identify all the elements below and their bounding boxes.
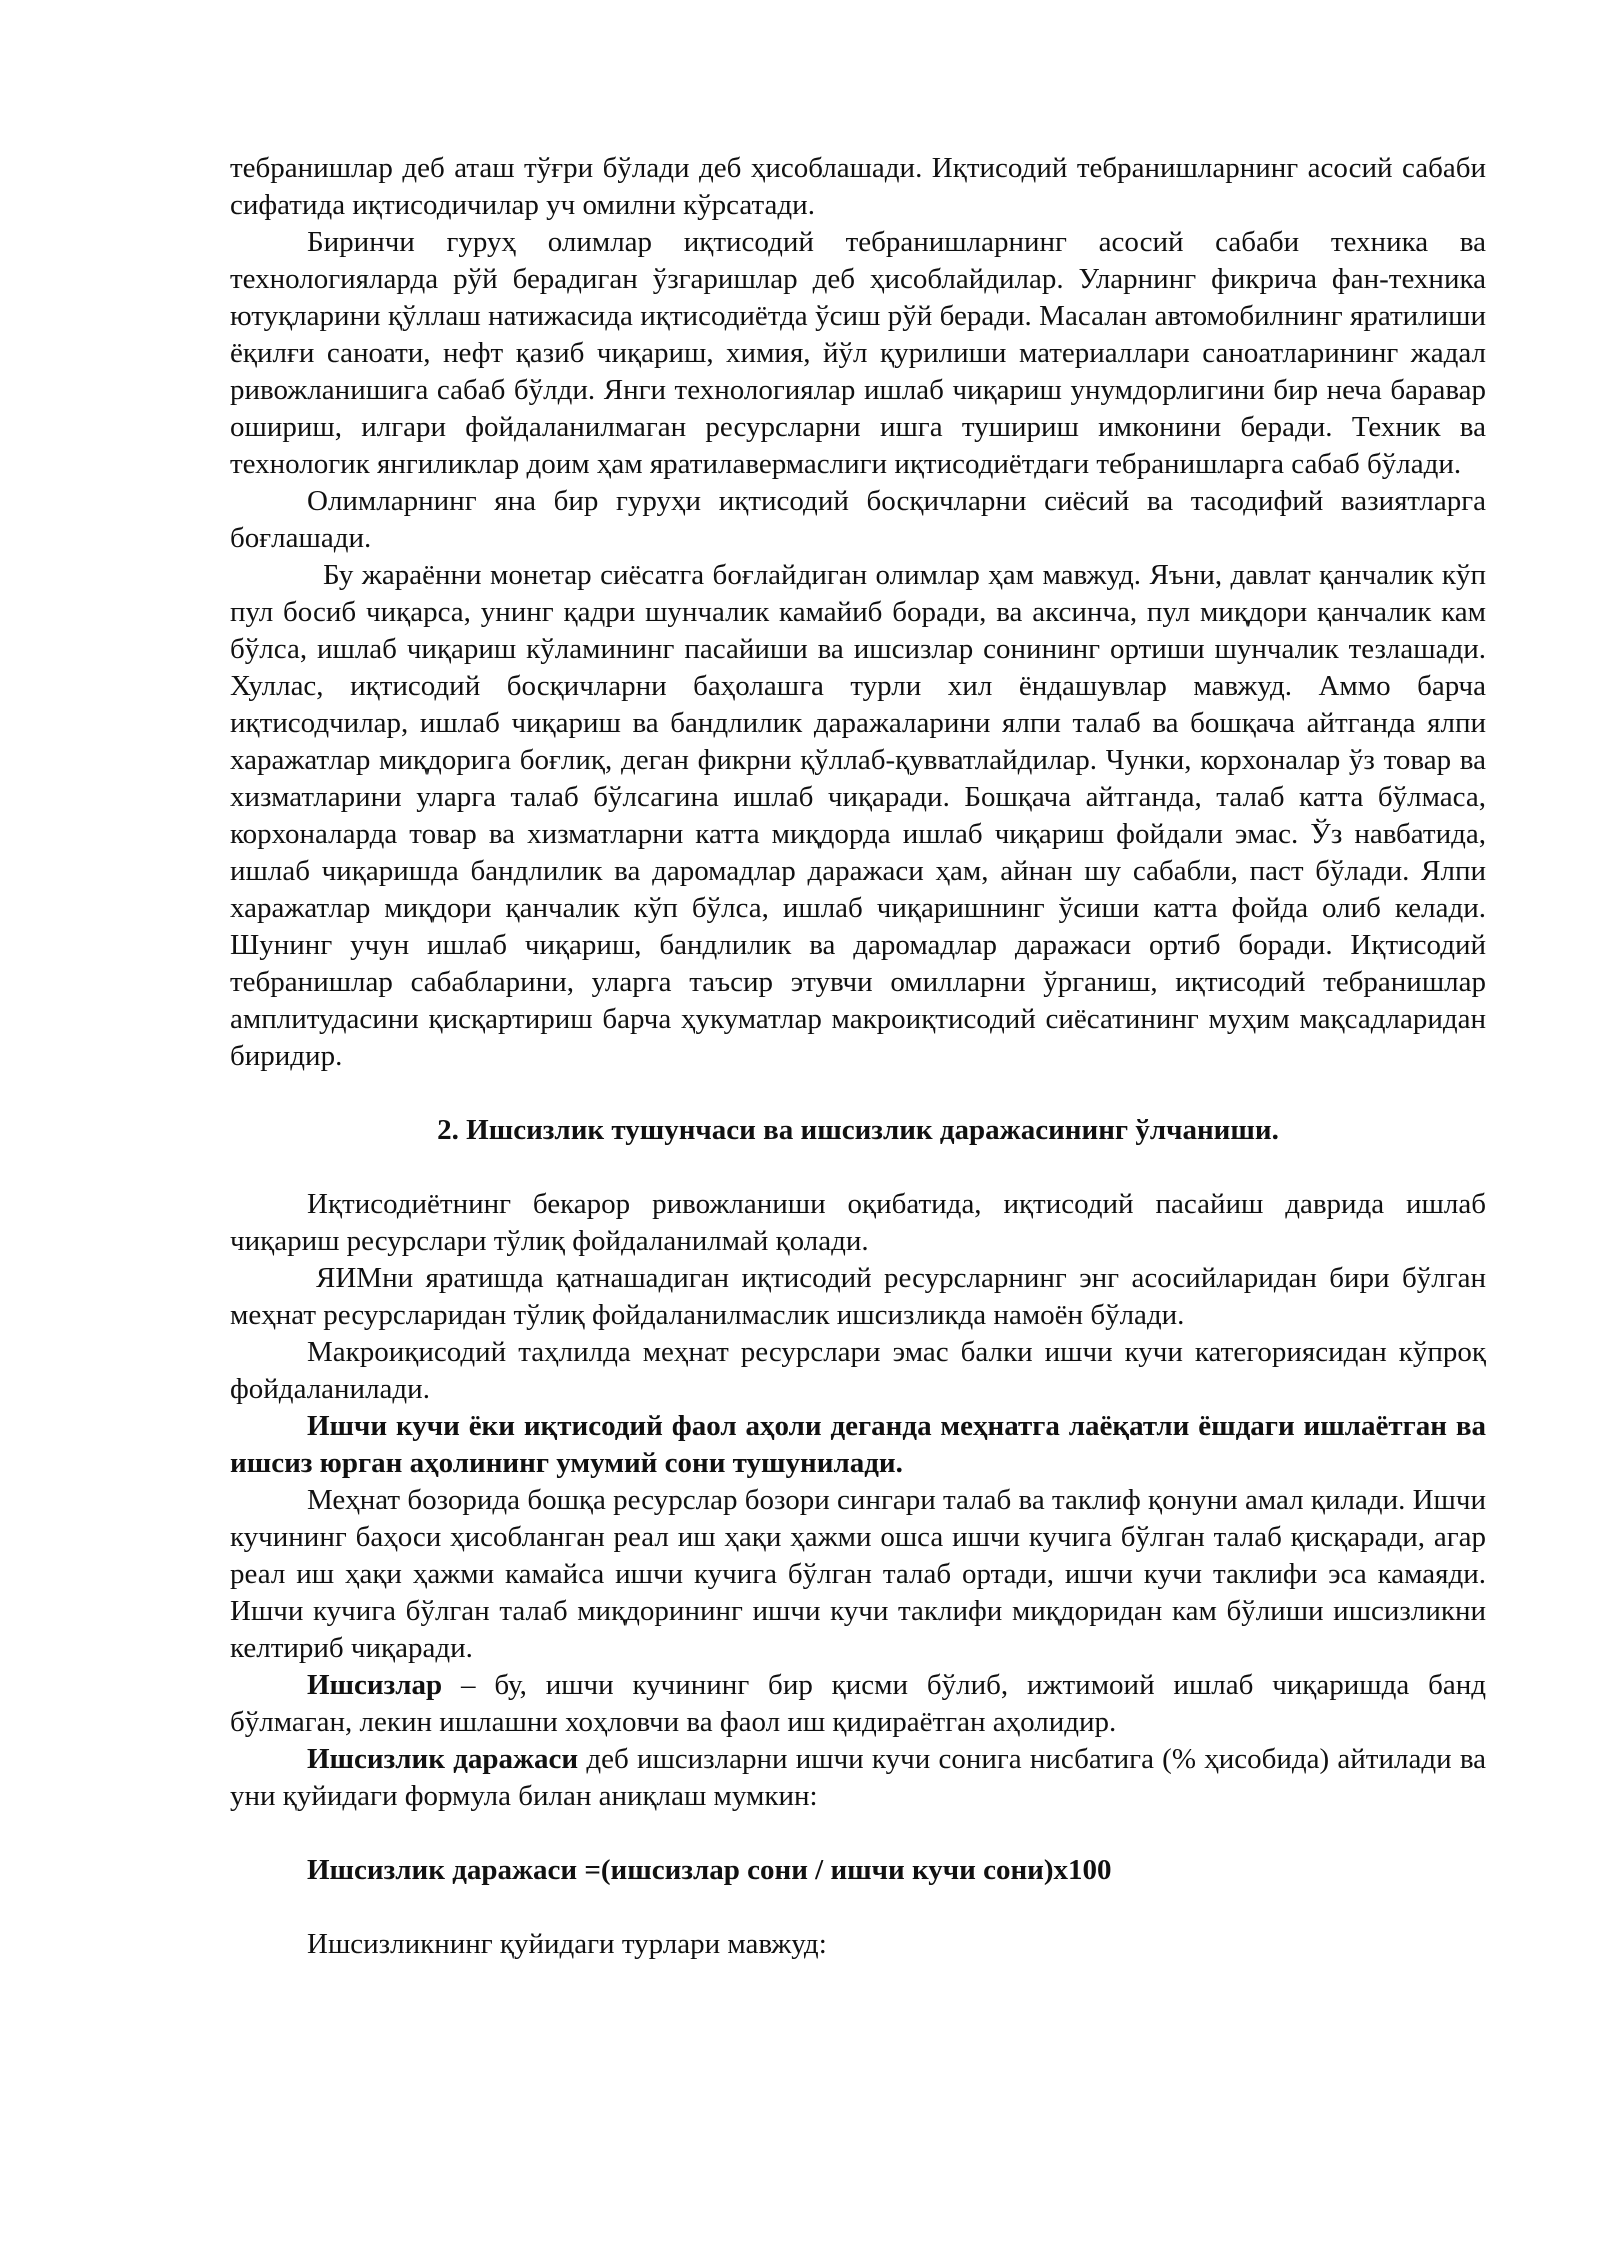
paragraph-12: Ишсизликнинг қуйидаги турлари мавжуд: — [307, 1928, 827, 1960]
paragraph-4: Бу жараённи монетар сиёсатга боғлайдиган олимлар ҳам мавжуд. Яъни, давлат қанчалик кўп пул босиб чиқарса, унинг қадри шунчалик камайиб боради, ва аксинча, пул миқдори қанчалик кам бўлса, ишлаб чиқариш кўламининг пасайиши ва ишсизлар сонининг ортиши шунчалик тезлашади. Хуллас, иқтисодий босқичларни баҳолашга турли хил ёндашувлар мавжуд. Аммо барча иқтисодчилар, ишлаб чиқариш ва бандлилик даражаларини ялпи талаб ва бошқача айтганда ялпи харажатлар миқдорига боғлиқ, деган фикрни қўллаб-қувватлайдилар. Чунки, корхоналар ўз товар ва хизматларини уларга талаб бўлсагина ишлаб чиқаради. Бошқача айтганда, талаб катта бўлмаса, корхоналарда товар ва хизматларни катта миқдорда ишлаб чиқариш фойдали эмас. Ўз навбатида, ишлаб чиқаришда бандлилик ва даромадлар даражаси ҳам, айнан шу сабабли, паст бўлади. Ялпи харажатлар миқдори қанчалик кўп бўлса, ишлаб чиқаришнинг ўсиши катта фойда олиб келади. Шунинг учун ишлаб чиқариш, бандлилик ва даромадлар даражаси ортиб боради. Иқтисодий тебранишлар сабабларини, уларга таъсир этувчи омилларни ўрганиш, иқтисодий тебранишлар амплитудасини қисқартириш барча ҳукуматлар макроиқтисодий сиёсатининг муҳим мақсадларидан биридир. — [230, 559, 1486, 1072]
labor-force-definition: Ишчи кучи ёки иқтисодий фаол аҳоли деганда меҳнатга лаёқатли ёшдаги ишлаётган ва ишсиз юрган аҳолининг умумий сони тушунилади. — [230, 1410, 1486, 1479]
paragraph-2: Биринчи гуруҳ олимлар иқтисодий тебранишларнинг асосий сабаби техника ва технологияларда рўй берадиган ўзгаришлар деб ҳисоблайдилар. Уларнинг фикрича фан-техника ютуқларини қўллаш натижасида иқтисодиётда ўсиш рўй беради. Масалан автомобилнинг яратилиши ёқилғи саноати, нефт қазиб чиқариш, химия, йўл қурилиши материаллари саноатларининг жадал ривожланишига сабаб бўлди. Янги технологиялар ишлаб чиқариш унумдорлигини бир неча баравар ошириш, илгари фойдаланилмаган ресурсларни ишга тушириш имконини беради. Техник ва технологик янгиликлар доим ҳам яратилавермаслиги иқтисодиётдаги тебранишларга сабаб бўлади. — [230, 226, 1486, 480]
paragraph-5: Иқтисодиётнинг бекарор ривожланиши оқибатида, иқтисодий пасайиш даврида ишлаб чиқариш ресурслари тўлиқ фойдаланилмай қолади. — [230, 1188, 1486, 1257]
paragraph-7: Макроиқисодий таҳлилда меҳнат ресурслари эмас балки ишчи кучи категориясидан кўпроқ фойдаланилади. — [230, 1336, 1486, 1405]
paragraph-1: тебранишлар деб аташ тўғри бўлади деб ҳисоблашади. Иқтисодий тебранишларнинг асосий сабаби сифатида иқтисодичилар уч омилни кўрсатади. — [230, 152, 1486, 221]
unemployed-term: Ишсизлар — [307, 1669, 443, 1701]
unemployed-definition — [230, 1667, 1486, 1741]
section-heading: 2. Ишсизлик тушунчаси ва ишсизлик даражасининг ўлчаниши. — [437, 1114, 1279, 1146]
document-page — [230, 150, 1486, 1963]
unemployment-rate-formula: Ишсизлик даражаси =(ишсизлар сони / ишчи кучи сони)х100 — [307, 1854, 1112, 1886]
unemployment-rate-definition-text: деб ишсизларни ишчи кучи сонига нисбатига (% ҳисобида) айтилади ва уни қуйидаги формула билан аниқлаш мумкин: — [230, 1743, 1487, 1812]
unemployment-rate-term: Ишсизлик даражаси — [307, 1743, 579, 1775]
unemployed-definition-text: – бу, ишчи кучининг бир қисми бўлиб, ижтимоий ишлаб чиқаришда банд бўлмаган, лекин ишлашни хоҳловчи ва фаол иш қидираётган аҳолидир. — [230, 1669, 1486, 1738]
paragraph-9: Меҳнат бозорида бошқа ресурслар бозори сингари талаб ва таклиф қонуни амал қилади. Ишчи кучининг баҳоси ҳисобланган реал иш ҳақи ҳажми ошса ишчи кучига бўлган талаб қисқаради, агар реал иш ҳақи ҳажми камайса ишчи кучига бўлган талаб ортади, ишчи кучи таклифи эса камаяди. Ишчи кучига бўлган талаб миқдорининг ишчи кучи таклифи миқдоридан кам бўлиши ишсизликни келтириб чиқаради. — [230, 1484, 1486, 1664]
paragraph-6: ЯИМни яратишда қатнашадиган иқтисодий ресурсларнинг энг асосийларидан бири бўлган меҳнат ресурсларидан тўлиқ фойдаланилмаслик ишсизликда намоён бўлади. — [230, 1262, 1486, 1331]
paragraph-3: Олимларнинг яна бир гуруҳи иқтисодий босқичларни сиёсий ва тасодифий вазиятларга боғлашади. — [230, 485, 1486, 554]
unemployment-rate-definition — [230, 1741, 1486, 1815]
